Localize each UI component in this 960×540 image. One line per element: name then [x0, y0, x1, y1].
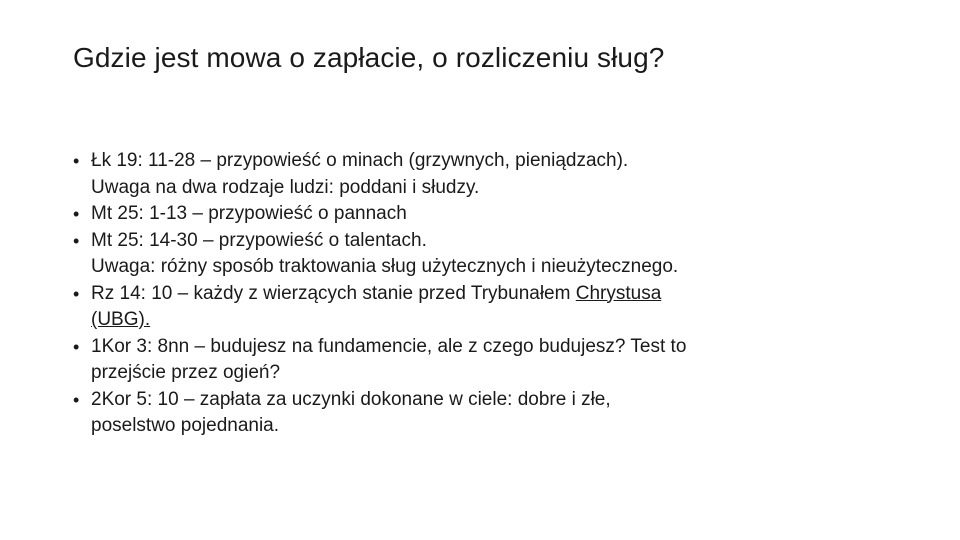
bullet-text-line: 1Kor 3: 8nn – budujesz na fundamencie, ale z czego budujesz? Test to [91, 335, 687, 357]
bullet-dot-icon: • [73, 151, 80, 171]
slide-title: Gdzie jest mowa o zapłacie, o rozliczeniu sług? [73, 42, 665, 73]
bullet-text-line: Uwaga: różny sposób traktowania sług użytecznych i nieużytecznego. [91, 256, 679, 277]
bullet-item-luke [73, 148, 893, 201]
bullet-dot-icon: • [73, 230, 80, 251]
bullet-text-line [91, 281, 893, 308]
bullet-item-matthew-talents [73, 228, 893, 281]
bullet-item-2corinthians [73, 387, 893, 440]
bullet-dot-icon: • [73, 204, 80, 224]
bullet-text-line: Mt 25: 14-30 – przypowieść o talentach. [91, 229, 427, 251]
bullet-text-line: poselstwo pojednania. [91, 415, 280, 436]
bullet-text-line: 2Kor 5: 10 – zapłata za uczynki dokonane w ciele: dobre i złe, [91, 388, 611, 410]
bullet-text-line: Łk 19: 11-28 – przypowieść o minach (grzywnych, pieniądzach). [91, 150, 629, 171]
bullet-text-line: przejście przez ogień? [91, 362, 281, 383]
bullet-dot-icon: • [73, 389, 80, 410]
underlined-link-text[interactable]: (UBG). [91, 309, 151, 330]
bullet-item-1corinthians [73, 334, 893, 387]
bullet-dot-icon: • [73, 336, 80, 357]
bullet-item-romans [73, 281, 893, 334]
underlined-link-text[interactable]: Chrystusa [575, 282, 662, 304]
bullet-item-matthew-virgins [73, 201, 893, 228]
bullet-list [73, 148, 893, 440]
bullet-text-line: Mt 25: 1-13 – przypowieść o pannach [91, 203, 407, 224]
bullet-text-line: Uwaga na dwa rodzaje ludzi: poddani i słudzy. [91, 176, 480, 198]
bullet-text: Rz 14: 10 – każdy z wierzących stanie przed Trybunałem [91, 282, 576, 304]
bullet-dot-icon: • [73, 283, 80, 304]
bullet-text-line [91, 307, 893, 334]
